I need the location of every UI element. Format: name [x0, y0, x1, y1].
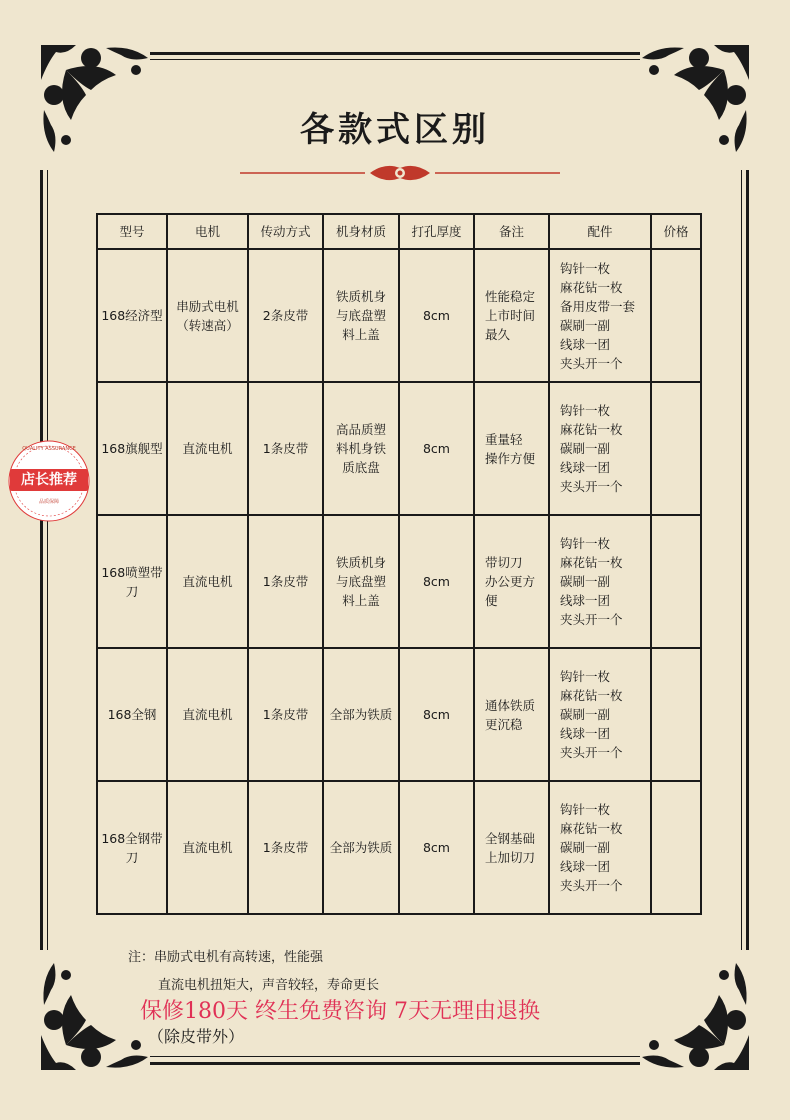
accessories-line: 钩针一枚 [560, 669, 611, 684]
cell-model: 168喷塑带刀 [97, 515, 167, 648]
cell-body [323, 515, 399, 648]
body-line: 高品质塑 [335, 422, 386, 437]
cell-remark [474, 382, 549, 515]
cell-accessories [549, 249, 651, 382]
note-line-2: 直流电机扭矩大，声音较轻，寿命更长 [158, 978, 380, 993]
header-model: 型号 [97, 214, 167, 249]
cell-motor [167, 648, 248, 781]
body-line: 质底盘 [342, 460, 380, 475]
cell-price [651, 648, 701, 781]
warranty-promo: 保修180天 终生免费咨询 7天无理由退换 [140, 999, 540, 1024]
accessories-line: 麻花钻一枚 [560, 279, 623, 295]
accessories-line: 线球一团 [560, 726, 611, 741]
cell-accessories [549, 382, 651, 515]
accessories-line: 碳刷一副 [560, 317, 611, 333]
remark-line: 带切刀 [485, 555, 523, 570]
table-row [97, 382, 701, 515]
table-header-row [97, 214, 701, 249]
comparison-table [96, 213, 702, 915]
cell-thickness: 8cm [399, 382, 474, 515]
accessories-line: 线球一团 [560, 593, 611, 608]
cell-drive: 1条皮带 [248, 648, 323, 781]
remark-line: 更沉稳 [485, 716, 523, 732]
accessories-line: 夹头开一个 [560, 479, 623, 494]
remark-line: 通体铁质 [485, 697, 536, 713]
corner-ornament-bottom-right [634, 955, 754, 1075]
accessories-line: 夹头开一个 [560, 745, 623, 760]
accessories-line: 线球一团 [560, 859, 611, 874]
table-row [97, 781, 701, 914]
cell-remark [474, 249, 549, 382]
body-line: 铁质机身 [335, 289, 386, 304]
cell-thickness: 8cm [399, 648, 474, 781]
cell-model: 168经济型 [97, 249, 167, 382]
accessories-line: 钩针一枚 [560, 536, 611, 551]
cell-remark [474, 781, 549, 914]
remark-line: 上市时间 [485, 308, 536, 323]
cell-price [651, 781, 701, 914]
body-line: 料上盖 [342, 327, 380, 342]
accessories-line: 麻花钻一枚 [560, 688, 623, 703]
cell-model: 168全钢带刀 [97, 781, 167, 914]
corner-ornament-bottom-left [36, 955, 156, 1075]
cell-body [323, 249, 399, 382]
body-line: 全部为铁质 [329, 840, 393, 855]
accessories-line: 钩针一枚 [560, 260, 611, 276]
motor-line: （转速高） [176, 317, 239, 333]
frame-bottom-line-inner [150, 1056, 640, 1057]
cell-thickness: 8cm [399, 515, 474, 648]
title-divider-ornament [240, 160, 560, 188]
page-title: 各款式区别 [300, 110, 490, 150]
motor-line: 直流电机 [182, 574, 233, 589]
header-remark: 备注 [474, 214, 549, 249]
cell-remark [474, 648, 549, 781]
table-row [97, 648, 701, 781]
frame-top-line-inner [150, 59, 640, 60]
header-accessories: 配件 [549, 214, 651, 249]
body-line: 全部为铁质 [329, 707, 393, 722]
accessories-line: 麻花钻一枚 [560, 821, 623, 836]
accessories-line: 夹头开一个 [560, 878, 623, 893]
frame-top-line [150, 52, 640, 55]
cell-accessories [549, 781, 651, 914]
badge-bottom-text: 品质保障 [38, 499, 59, 505]
header-motor: 电机 [167, 214, 248, 249]
promo-exception: （除皮带外） [148, 1027, 245, 1046]
header-price: 价格 [651, 214, 701, 249]
accessories-line: 夹头开一个 [560, 355, 623, 371]
frame-left-line [40, 170, 43, 950]
cell-body [323, 781, 399, 914]
accessories-line: 钩针一枚 [560, 802, 611, 817]
accessories-line: 备用皮带一套 [560, 298, 636, 314]
cell-model: 168全钢 [97, 648, 167, 781]
body-line: 与底盘塑 [335, 574, 386, 589]
header-thickness: 打孔厚度 [399, 214, 474, 249]
accessories-line: 麻花钻一枚 [560, 555, 623, 570]
accessories-line: 碳刷一副 [560, 574, 611, 589]
accessories-line: 线球一团 [560, 460, 611, 475]
frame-left-line-inner [47, 170, 48, 950]
remark-line: 重量轻 [485, 431, 523, 447]
remark-line: 上加切刀 [485, 849, 536, 865]
remark-line: 全钢基础 [485, 830, 536, 846]
cell-drive: 2条皮带 [248, 249, 323, 382]
accessories-line: 碳刷一副 [560, 441, 611, 456]
cell-motor [167, 382, 248, 515]
cell-remark [474, 515, 549, 648]
cell-body [323, 648, 399, 781]
motor-line: 直流电机 [182, 840, 233, 855]
accessories-line: 碳刷一副 [560, 840, 611, 855]
note-line-1: 注：串励式电机有高转速，性能强 [128, 950, 324, 965]
frame-right-line [746, 170, 749, 950]
badge-label: 店长推荐 [10, 469, 88, 491]
badge-top-text: QUALITY ASSURANCE [22, 446, 76, 452]
header-body: 机身材质 [323, 214, 399, 249]
frame-bottom-line [150, 1062, 640, 1065]
body-line: 料机身铁 [335, 441, 386, 456]
accessories-line: 钩针一枚 [560, 403, 611, 418]
cell-drive: 1条皮带 [248, 781, 323, 914]
motor-line: 直流电机 [182, 707, 233, 722]
accessories-line: 线球一团 [560, 336, 611, 352]
body-line: 与底盘塑 [335, 308, 386, 323]
body-line: 铁质机身 [335, 555, 386, 570]
cell-model: 168旗舰型 [97, 382, 167, 515]
accessories-line: 夹头开一个 [560, 612, 623, 627]
cell-thickness: 8cm [399, 781, 474, 914]
frame-right-line-inner [741, 170, 742, 950]
remark-line: 办公更方便 [485, 574, 536, 608]
cell-thickness: 8cm [399, 249, 474, 382]
cell-price [651, 515, 701, 648]
cell-drive: 1条皮带 [248, 382, 323, 515]
cell-motor [167, 781, 248, 914]
motor-line: 串励式电机 [176, 298, 239, 314]
table-row [97, 515, 701, 648]
remark-line: 性能稳定 [485, 289, 536, 304]
body-line: 料上盖 [342, 593, 380, 608]
table-row [97, 249, 701, 382]
cell-motor [167, 249, 248, 382]
accessories-line: 麻花钻一枚 [560, 422, 623, 437]
accessories-line: 碳刷一副 [560, 707, 611, 722]
header-drive: 传动方式 [248, 214, 323, 249]
cell-drive: 1条皮带 [248, 515, 323, 648]
remark-line: 最久 [485, 327, 511, 342]
cell-price [651, 382, 701, 515]
cell-price [651, 249, 701, 382]
cell-body [323, 382, 399, 515]
remark-line: 操作方便 [485, 450, 536, 466]
cell-motor [167, 515, 248, 648]
motor-line: 直流电机 [182, 441, 233, 456]
cell-accessories [549, 648, 651, 781]
cell-accessories [549, 515, 651, 648]
